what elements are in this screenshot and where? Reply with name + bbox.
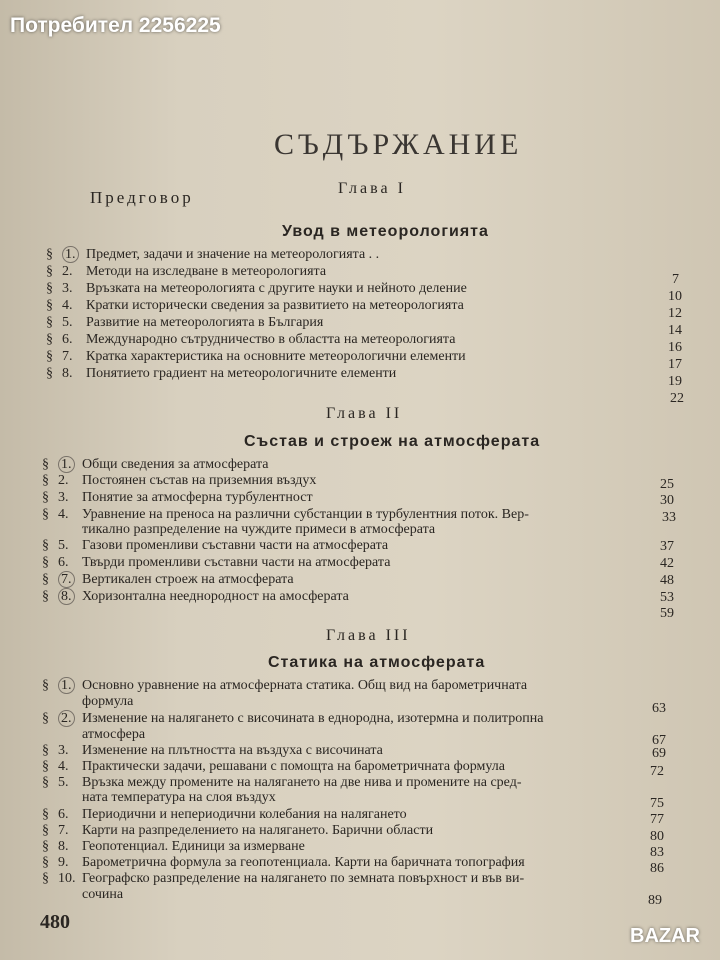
toc-entry-continuation: ната температура на слоя въздух: [82, 790, 276, 805]
page-title: СЪДЪРЖАНИЕ: [274, 128, 523, 161]
chapter-2-label: Глава II: [326, 405, 403, 422]
page-ref: 19: [668, 374, 682, 389]
page-ref: 53: [660, 590, 674, 605]
site-logo: BAZAR: [630, 925, 700, 947]
page-ref: 12: [668, 306, 682, 321]
page-ref: 75: [650, 796, 664, 811]
page-ref: 33: [662, 510, 676, 525]
page-ref: 16: [668, 340, 682, 355]
chapter-3-label: Глава III: [326, 627, 411, 644]
page-ref: 63: [652, 701, 666, 716]
page-ref: 25: [660, 477, 674, 492]
chapter-3-title: Статика на атмосферата: [268, 654, 486, 671]
book-page: Потребител 2256225 СЪДЪРЖАНИЕ Предговор Глава I Увод в метеорологията § 1. Предмет, задачи и значение на метеорологията . . § 2. Методи на изследване в метеорологията § 3. Връзката на метеорологията с другите науки и нейното деление § 4. Кратки исторически сведения за развитието на метеорологията § 5. Развитие на метеорологията в България § 6. Международно сътрудничество в областта на метеорологията § 7. Кратка характеристика на основните метеорологични елементи § 8. Понятието градиент на метеорологичните елементи 7 10 12 14 16 17 19 22 Глава II Състав и строеж на атмосферата § 1. Общи сведения за атмосферата § 2. Постоянен състав на приземния въздух § 3. Понятие за атмосферна турбулентност § 4. Уравнение на преноса на различни субстанции в турбулентния поток. Вер- тикално разпределение на чуждите примеси в атмосферата § 5. Газови променливи съставни части на атмосферата § 6. Твърди променливи съставни части на атмосферата § 7. Вертикален строеж на атмосферата § 8. Хоризонтална нееднородност на амосферата 25 30 33 37 42 48 53 59 Глава III Статика на атмосферата § 1. Основно уравнение на атмосферната статика. Общ вид на барометричната формула § 2. Изменение на налягането с височината в еднородна, изотермна и политропна атмосфера § 3. Изменение на плътността на въздуха с височината § 4. Практически задачи, решавани с помощта на барометричната формула § 5. Връзка между промените на налягането на две нива и промените на сред- ната температура на слоя въздух § 6. Периодични и непериодични колебания на налягането § 7. Карти на разпределението на налягането. Барични области § 8. Геопотенциал. Единици за измерване § 9. Барометрична формула за геопотенциала. Карти на баричната топография § 10. Географско разпределение на налягането по земната повърхност и във ви- сочина 63 67 69 72 75 77 80 83 86 89 480 BAZAR: [0, 0, 720, 960]
toc-entry-continuation: сочина: [82, 887, 124, 902]
user-watermark: Потребител 2256225: [10, 14, 221, 37]
page-ref: 83: [650, 845, 664, 860]
page-ref: 10: [668, 289, 682, 304]
page-ref: 14: [668, 323, 682, 338]
chapter-1-label: Глава I: [338, 180, 406, 197]
page-ref: 30: [660, 493, 674, 508]
page-ref: 7: [672, 272, 679, 287]
page-ref: 17: [668, 357, 682, 372]
chapter-2-title: Състав и строеж на атмосферата: [244, 433, 541, 450]
page-ref: 77: [650, 812, 664, 827]
page-ref: 22: [670, 391, 684, 406]
page-ref: 80: [650, 829, 664, 844]
page-ref: 37: [660, 539, 674, 554]
toc-entry-continuation: атмосфера: [82, 727, 146, 742]
page-ref: 86: [650, 861, 664, 876]
page-number: 480: [40, 911, 70, 933]
page-ref: 72: [650, 764, 664, 779]
toc-entry-continuation: тикално разпределение на чуждите примеси в атмосферата: [82, 522, 436, 537]
page-ref: 42: [660, 556, 674, 571]
chapter-1-title: Увод в метеорологията: [282, 223, 489, 240]
foreword-entry: Предговор: [90, 188, 194, 207]
page-ref: 89: [648, 893, 662, 908]
page-ref: 69: [652, 746, 666, 761]
toc-entry-continuation: формула: [82, 694, 134, 709]
page-ref: 59: [660, 606, 674, 621]
page-ref: 48: [660, 573, 674, 588]
page-ref: 67: [652, 733, 666, 748]
